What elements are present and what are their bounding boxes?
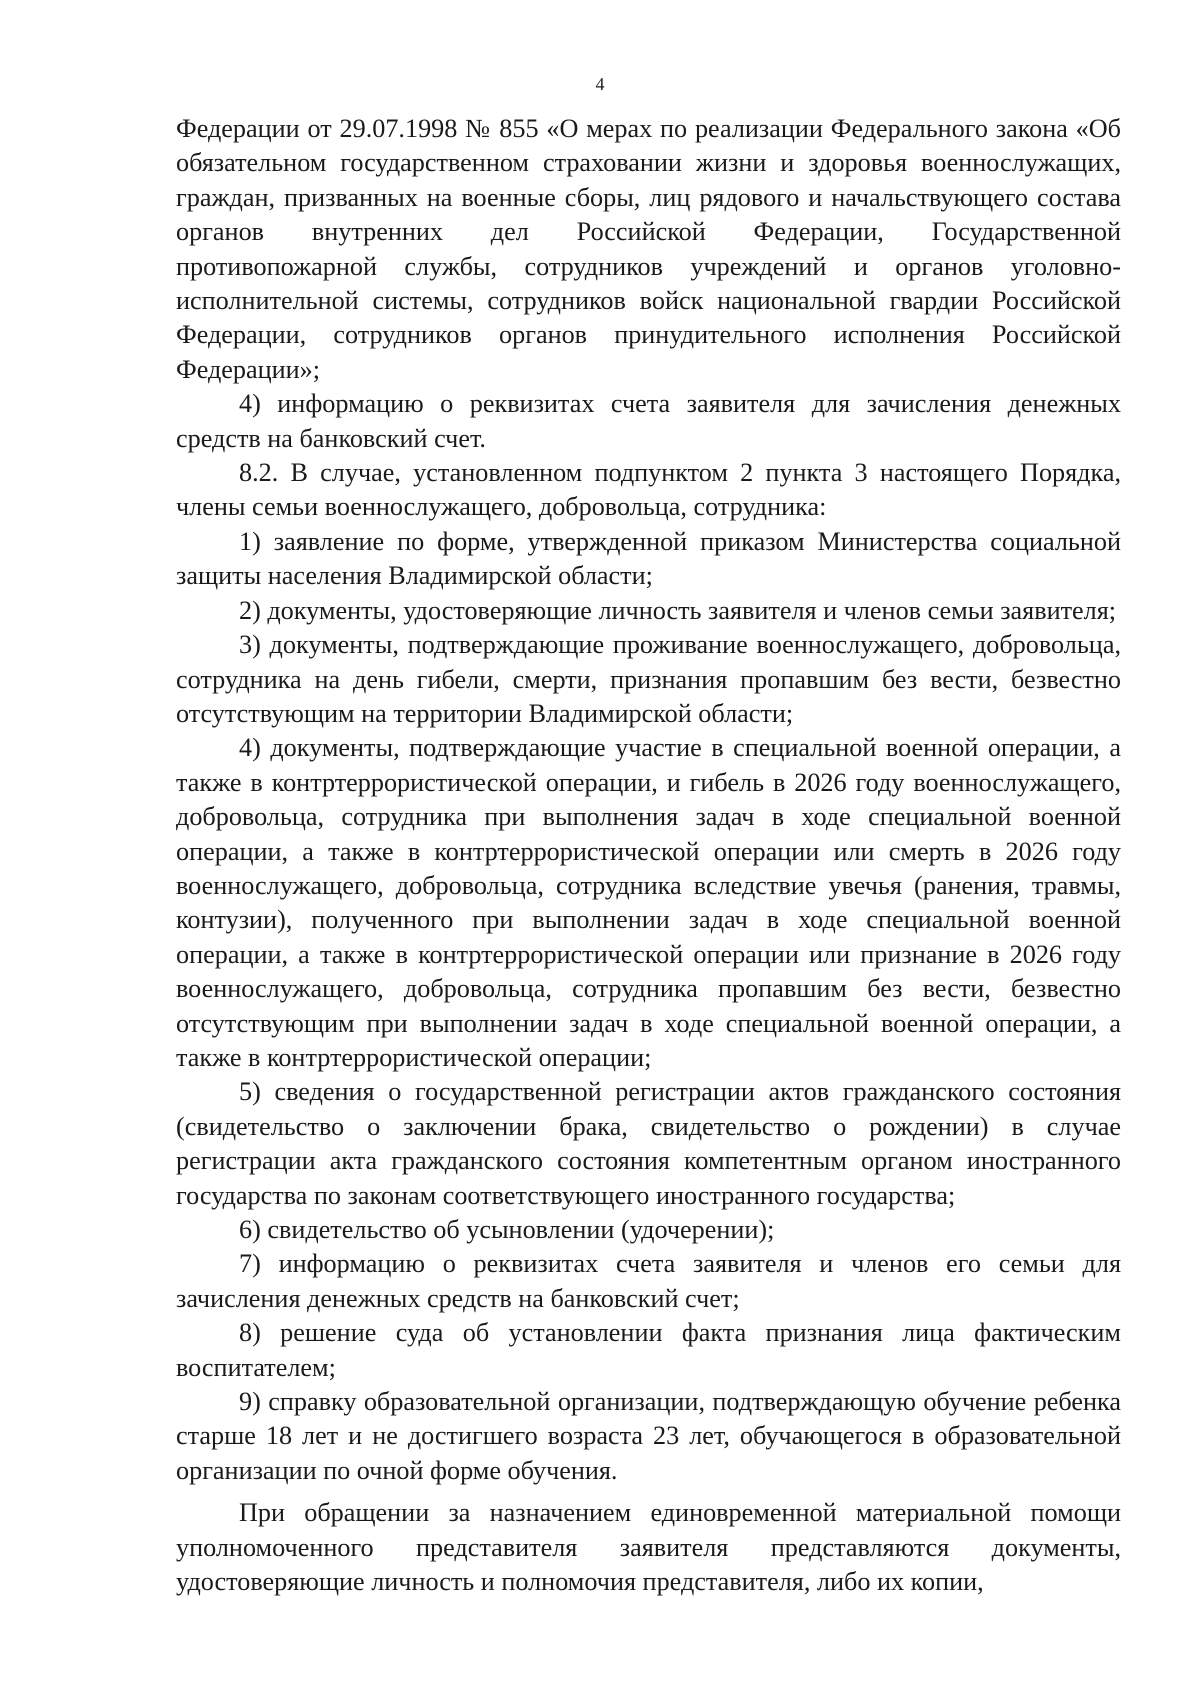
- paragraph-item-4-bank-details: 4) информацию о реквизитах счета заявителя для зачисления денежных средств на банковский счет.: [176, 389, 1121, 453]
- paragraph-item-2-identity-documents: 2) документы, удостоверяющие личность заявителя и членов семьи заявителя;: [239, 595, 1117, 625]
- paragraph-item-5-civil-registration: 5) сведения о государственной регистрации актов гражданского состояния (свидетельство о заключении брака, свидетельство о рождении) в случае регистрации акта гражданского состояния компетентным органом иностранного государства по законам соответствующего иностранного государства;: [176, 1077, 1121, 1210]
- paragraph-representative: При обращении за назначением единовременной материальной помощи уполномоченного представителя заявителя представляются документы, удостоверяющие личность и полномочия представителя, либо их копии,: [176, 1498, 1121, 1597]
- page-number: 4: [595, 74, 605, 94]
- paragraph-section-8-2: 8.2. В случае, установленном подпунктом 2 пункта 3 настоящего Порядка, члены семьи военнослужащего, добровольца, сотрудника:: [176, 458, 1121, 522]
- paragraph-item-7-bank-details-family: 7) информацию о реквизитах счета заявителя и членов его семьи для зачисления денежных средств на банковский счет;: [176, 1249, 1121, 1313]
- paragraph-item-6-adoption: 6) свидетельство об усыновлении (удочерении);: [239, 1215, 775, 1244]
- paragraph-item-9-education-certificate: 9) справку образовательной организации, подтверждающую обучение ребенка старше 18 лет и не достигшего возраста 23 лет, обучающегося в образовательной организации по очной форме обучения.: [176, 1387, 1121, 1485]
- paragraph-item-1-application: 1) заявление по форме, утвержденной приказом Министерства социальной защиты населения Владимирской области;: [176, 526, 1121, 591]
- document-body: [176, 112, 1121, 1599]
- paragraph-item-4-participation-documents: 4) документы, подтверждающие участие в специальной военной операции, а также в контртеррористической операции, и гибель в 2026 году военнослужащего, добровольца, сотрудника при выполнения задач в ходе специальной военной операции, а также в контртеррористической операции или смерть в 2026 году военнослужащего, добровольца, сотрудника вследствие увечья (ранения, травмы, контузии), полученного при выполнении задач в ходе специальной военной операции, а также в контртеррористической операции или признание в 2026 году военнослужащего, добровольца, сотрудника пропавшим без вести, безвестно отсутствующим при выполнении задач в ходе специальной военной операции, а также в контртеррористической операции;: [176, 733, 1121, 1072]
- paragraph-continuation: Федерации от 29.07.1998 № 855 «О мерах по реализации Федерального закона «Об обязательном государственном страховании жизни и здоровья военнослужащих, граждан, призванных на военные сборы, лиц рядового и начальствующего состава органов внутренних дел Российской Федерации, Государственной противопожарной службы, сотрудников учреждений и органов уголовно-исполнительной системы, сотрудников войск национальной гвардии Российской Федерации, сотрудников органов принудительного исполнения Российской Федерации»;: [176, 114, 1121, 384]
- paragraph-item-8-court-decision: 8) решение суда об установлении факта признания лица фактическим воспитателем;: [176, 1318, 1121, 1382]
- paragraph-item-3-residence-documents: 3) документы, подтверждающие проживание военнослужащего, добровольца, сотрудника на день гибели, смерти, признания пропавшим без вести, безвестно отсутствующим на территории Владимирской области;: [176, 630, 1121, 728]
